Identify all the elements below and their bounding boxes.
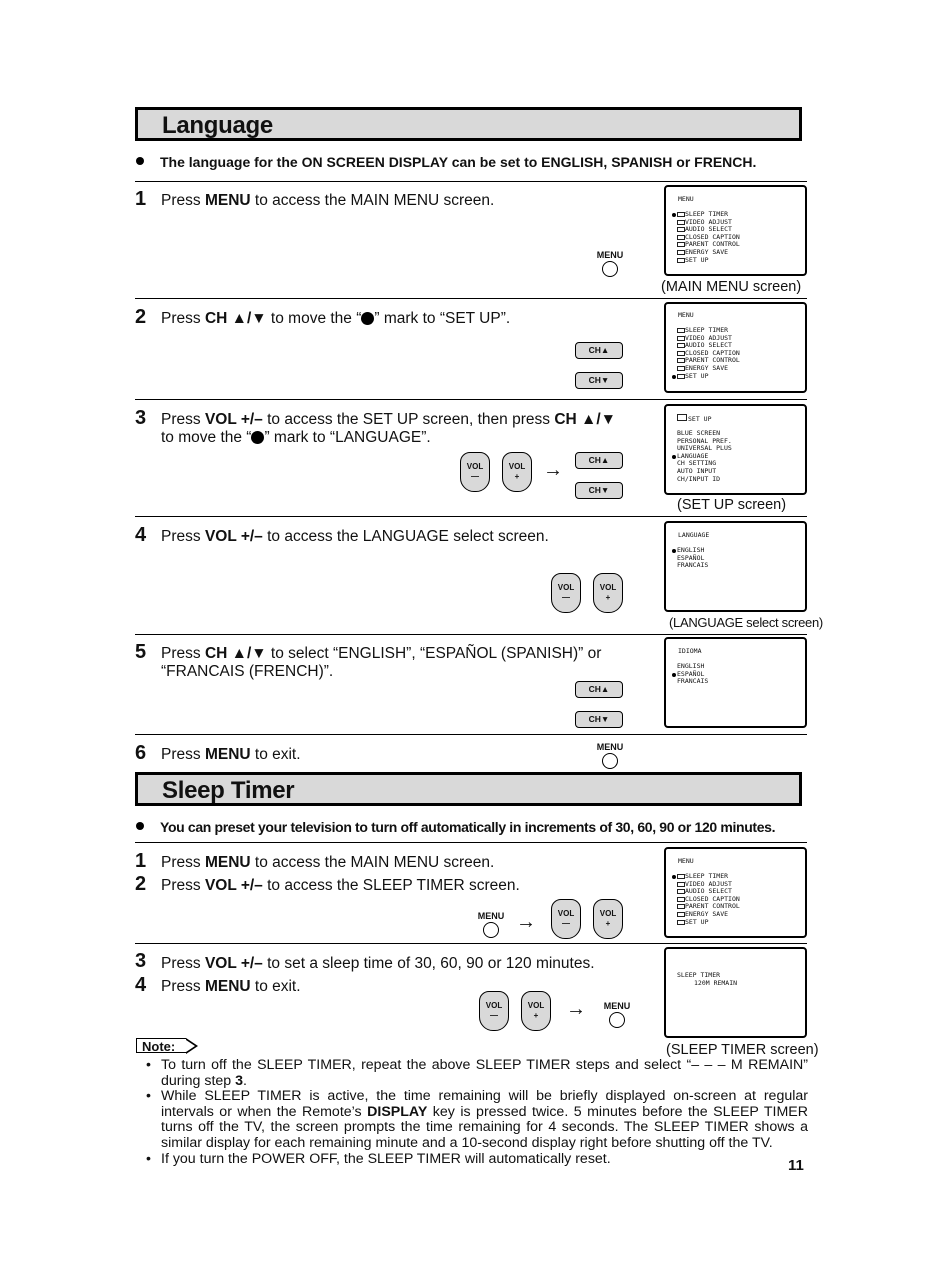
vol-plus-button: VOL +	[593, 899, 623, 939]
step-text: Press CH ▲/▼ to move the “ ” mark to “SET UP”.	[161, 310, 511, 327]
divider	[135, 943, 807, 944]
step-number: 4	[135, 974, 147, 996]
sleep-timer-caption: (SLEEP TIMER screen)	[666, 1042, 819, 1058]
arrow-right-icon: →	[566, 998, 586, 1020]
language-select-screen: LANGUAGE ENGLISH ESPAÑOL FRANCAIS	[664, 521, 807, 612]
divider	[135, 842, 807, 843]
page-number: 11	[788, 1157, 804, 1174]
divider	[135, 298, 807, 299]
idioma-screen: IDIOMA ENGLISH ESPAÑOL FRANCAIS	[664, 637, 807, 728]
language-select-caption: (LANGUAGE select screen)	[669, 615, 823, 630]
vol-plus-button: VOL +	[593, 573, 623, 613]
menu-button: MENU	[471, 911, 511, 938]
step-text: Press VOL +/– to set a sleep time of 30, 60, 90 or 120 minutes.	[161, 955, 595, 972]
ch-up-button: CH▲	[575, 452, 623, 469]
step-number: 1	[135, 188, 147, 210]
sleep-timer-section-header	[135, 772, 802, 806]
main-menu-caption: (MAIN MENU screen)	[661, 279, 802, 295]
ch-up-button: CH▲	[575, 681, 623, 698]
language-section-header	[135, 107, 802, 141]
language-intro: The language for the ON SCREEN DISPLAY can be set to ENGLISH, SPANISH or FRENCH.	[136, 154, 756, 170]
menu-button-icon	[602, 261, 618, 277]
step-text: Press MENU to access the MAIN MENU screen.	[161, 854, 495, 871]
setup-caption: (SET UP screen)	[677, 497, 787, 513]
step-number: 1	[135, 850, 147, 872]
divider	[135, 399, 807, 400]
step-text: Press MENU to exit.	[161, 978, 301, 995]
ch-down-button: CH▼	[575, 482, 623, 499]
step-number: 2	[135, 306, 147, 328]
selection-mark-icon	[251, 431, 264, 444]
setup-icon	[677, 414, 687, 421]
note-item: • If you turn the POWER OFF, the SLEEP TIMER will automatically reset.	[146, 1152, 808, 1168]
sleep-timer-intro: You can preset your television to turn off automatically in increments of 30, 60, 90 or 120 minutes.	[136, 819, 775, 835]
menu-button: MENU	[597, 1001, 637, 1028]
main-menu-screen: MENU SLEEP TIMER VIDEO ADJUST AUDIO SELECT CLOSED CAPTION PARENT CONTROL ENERGY SAVE SET UP	[664, 185, 807, 276]
sleep-main-menu-screen: MENU SLEEP TIMER VIDEO ADJUST AUDIO SELECT CLOSED CAPTION PARENT CONTROL ENERGY SAVE SET UP	[664, 847, 807, 938]
bullet-icon	[136, 822, 144, 830]
step-number: 3	[135, 407, 147, 429]
step-number: 3	[135, 950, 147, 972]
step-text: Press VOL +/– to access the LANGUAGE select screen.	[161, 528, 549, 545]
menu-button-icon	[609, 1012, 625, 1028]
vol-minus-button: VOL —	[551, 899, 581, 939]
selection-mark-icon	[361, 312, 374, 325]
note-list	[146, 1058, 808, 1167]
divider	[135, 734, 807, 735]
step-text: Press CH ▲/▼ to select “ENGLISH”, “ESPAÑOL (SPANISH)” or “FRANCAIS (FRENCH)”.	[161, 645, 602, 680]
ch-up-button: CH▲	[575, 342, 623, 359]
divider	[135, 634, 807, 635]
vol-minus-button: VOL —	[551, 573, 581, 613]
arrow-right-icon: →	[516, 911, 536, 933]
step-text: Press VOL +/– to access the SET UP screen, then press CH ▲/▼ to move the “ ” mark to “LANGUAGE”.	[161, 411, 616, 446]
step-number: 2	[135, 873, 147, 895]
arrow-right-icon: →	[543, 459, 563, 481]
step-number: 6	[135, 742, 147, 764]
vol-plus-button: VOL +	[502, 452, 532, 492]
vol-minus-button: VOL —	[479, 991, 509, 1031]
step-text: Press VOL +/– to access the SLEEP TIMER screen.	[161, 877, 520, 894]
ch-down-button: CH▼	[575, 372, 623, 389]
note-label: Note:	[136, 1038, 186, 1053]
step-number: 5	[135, 641, 147, 663]
ch-down-button: CH▼	[575, 711, 623, 728]
step-number: 4	[135, 524, 147, 546]
sleep-timer-screen: SLEEP TIMER 120M REMAIN	[664, 947, 807, 1038]
menu-button-icon	[602, 753, 618, 769]
menu-button: MENU	[590, 742, 630, 769]
menu-button: MENU	[590, 250, 630, 277]
sleep-timer-title: Sleep Timer	[162, 777, 295, 804]
vol-minus-button: VOL —	[460, 452, 490, 492]
setup-screen: SET UP BLUE SCREEN PERSONAL PREF. UNIVERSAL PLUS LANGUAGE CH SETTING AUTO INPUT CH/INPUT ID	[664, 404, 807, 495]
note-item: • While SLEEP TIMER is active, the time remaining will be briefly displayed on-screen at regular intervals or when the Remote’s DISPLAY key is pressed twice. 5 minutes before the SLEEP TIMER turns off the TV, the screen prompts the time remaining for 4 seconds. The SLEEP TIMER shows a similar display for each remaining minute and a 10-second display right before shutting off the TV.	[146, 1089, 808, 1151]
step-text: Press MENU to exit.	[161, 746, 301, 763]
note-item: • To turn off the SLEEP TIMER, repeat the above SLEEP TIMER steps and select “– – – M REMAIN” during step 3.	[146, 1058, 808, 1089]
menu-button-icon	[483, 922, 499, 938]
bullet-icon	[136, 157, 144, 165]
divider	[135, 181, 807, 182]
language-title: Language	[162, 112, 273, 139]
step-text: Press MENU to access the MAIN MENU screen.	[161, 192, 495, 209]
vol-plus-button: VOL +	[521, 991, 551, 1031]
divider	[135, 516, 807, 517]
main-menu-setup-screen: MENU SLEEP TIMER VIDEO ADJUST AUDIO SELECT CLOSED CAPTION PARENT CONTROL ENERGY SAVE SET UP	[664, 302, 807, 393]
